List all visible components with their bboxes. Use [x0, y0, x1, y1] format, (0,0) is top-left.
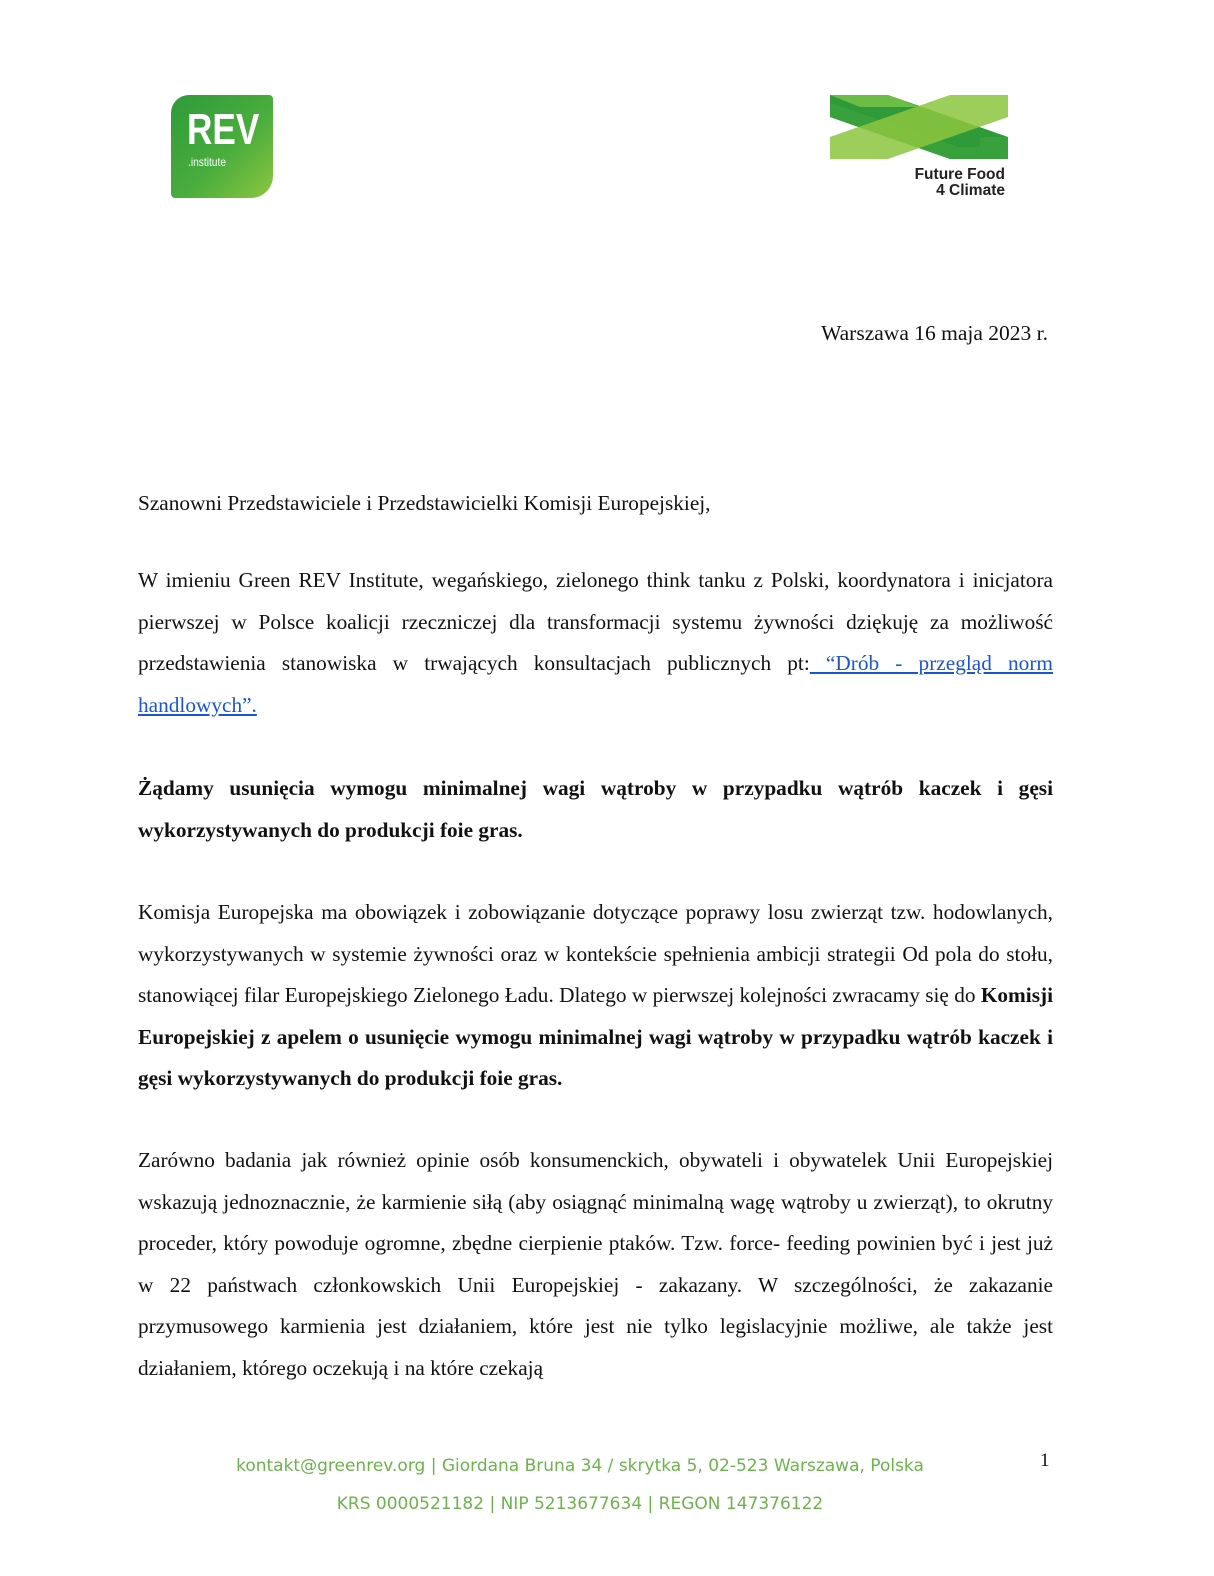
future-food-4-climate-logo: [830, 95, 1008, 205]
paragraph-commission: [138, 892, 1053, 1100]
future-food-logo-text: [915, 167, 1005, 199]
paragraph-intro: [138, 560, 1053, 726]
letter-date: Warszawa 16 maja 2023 r.: [821, 321, 1048, 345]
ff-line-1: Future Food: [914, 166, 1005, 183]
paragraph-research: Zarówno badania jak również opinie osób konsumenckich, obywateli i obywatelek Unii Europejskiej wskazują jednoznacznie, że karmienie siłą (aby osiągnąć minimalną wagę wątroby u zwierząt), to okrutny proceder, który powoduje ogromne, zbędne cierpienie ptaków. Tzw. force- feeding powinien być i jest już w 22 państwach członkowskich Unii Europejskiej - zakazany. W szczególności, że zakazanie przymusowego karmienia jest działaniem, które jest nie tylko legislacyjnie możliwe, ale także jest działaniem, którego oczekują i na które czekają: [138, 1148, 1053, 1380]
future-food-logo-graphic: [830, 95, 1008, 165]
footer-contact: kontakt@greenrev.org | Giordana Bruna 34 / skrytka 5, 02-523 Warszawa, Polska: [236, 1456, 924, 1476]
ff-line-2: 4 Climate: [936, 182, 1005, 199]
salutation: Szanowni Przedstawiciele i Przedstawicielki Komisji Europejskiej,: [138, 491, 711, 515]
rev-institute-logo: [171, 95, 273, 198]
paragraph-intro-text: W imieniu Green REV Institute, wegańskiego, zielonego think tanku z Polski, koordynatora i inicjatora pierwszej w Polsce koalicji rzeczniczej dla transformacji systemu żywności dziękuję za możliwość przedstawienia stanowiska w trwających konsultacjach publicznych pt:: [138, 568, 1053, 675]
paragraph-commission-bold: Komisji Europejskiej z apelem o usunięcie wymogu minimalnej wagi wątroby w przypadku wątrób kaczek i gęsi wykorzystywanych do produkcji foie gras.: [138, 983, 1053, 1090]
page-number: 1: [1040, 1450, 1050, 1471]
footer-registry: KRS 0000521182 | NIP 5213677634 | REGON 147376122: [336, 1494, 824, 1514]
rev-logo-text: REV: [187, 105, 260, 154]
consultation-link[interactable]: “Drób - przegląd norm handlowych”.: [138, 651, 1053, 717]
paragraph-commission-text: Komisja Europejska ma obowiązek i zobowiązanie dotyczące poprawy losu zwierząt tzw. hodowlanych, wykorzystywanych w systemie żywności oraz w kontekście spełnienia ambicji strategii Od pola do stołu, stanowiącej filar Europejskiego Zielonego Ładu. Dlatego w pierwszej kolejności zwracamy się do: [138, 900, 1053, 1007]
paragraph-demand: Żądamy usunięcia wymogu minimalnej wagi wątroby w przypadku wątrób kaczek i gęsi wykorzystywanych do produkcji foie gras.: [138, 776, 1053, 842]
rev-logo-subtext: .institute: [188, 155, 226, 169]
